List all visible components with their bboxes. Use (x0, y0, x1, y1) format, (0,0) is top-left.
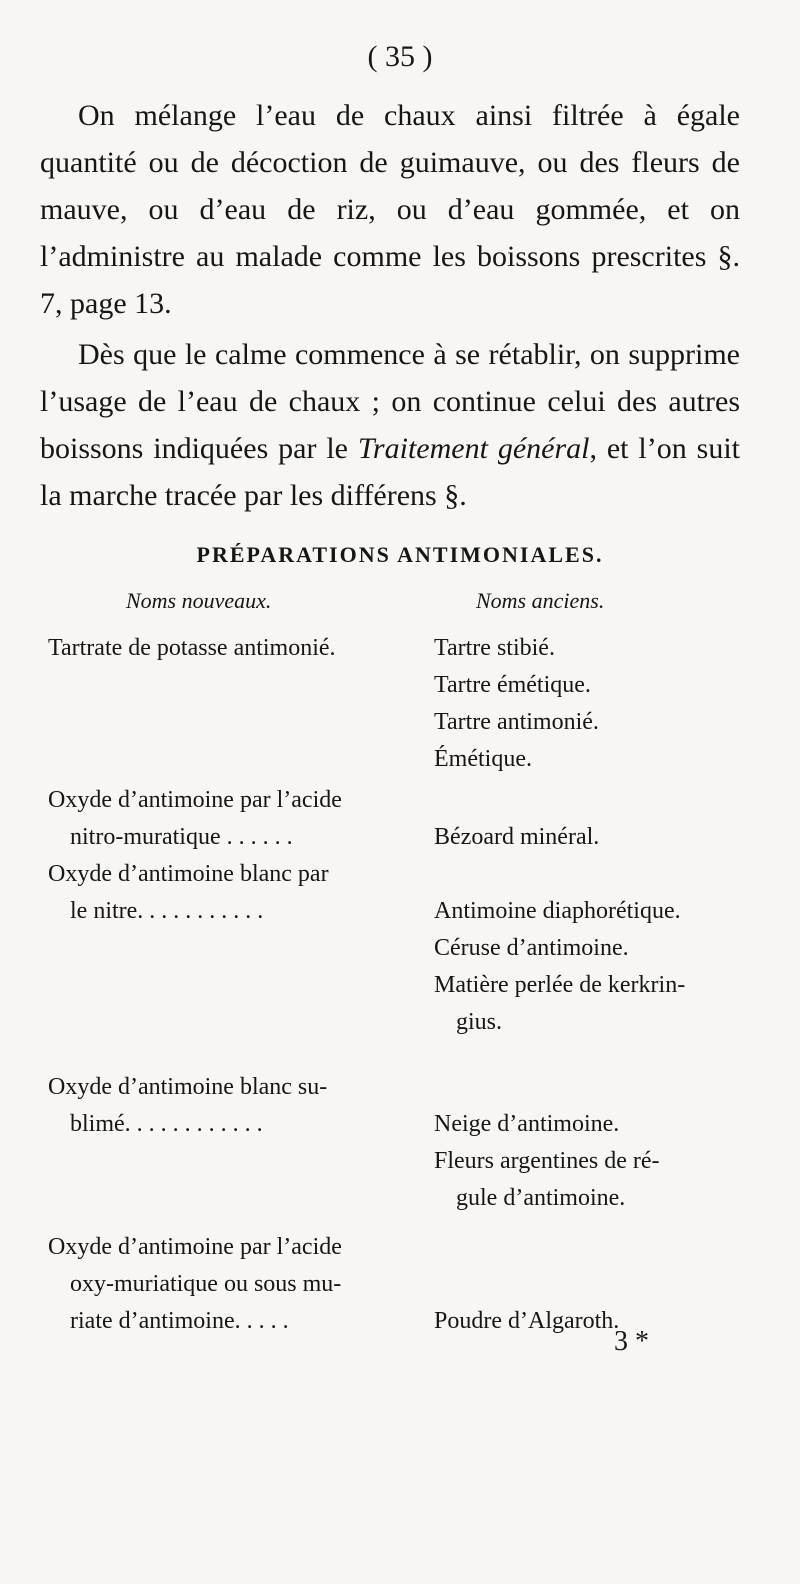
new-name-line: oxy-muriatique ou sous mu- (70, 1271, 342, 1297)
paragraph-2-end: , et l’on suit la marche tracée par les différens §. (40, 432, 740, 512)
new-name (48, 1069, 410, 1143)
old-name-line: Neige d’antimoine. (434, 1111, 620, 1137)
body-text (40, 92, 740, 519)
new-name-line: Oxyde d’antimoine blanc par (48, 861, 329, 887)
new-name-line: Oxyde d’antimoine blanc su- (48, 1074, 328, 1100)
new-name (48, 782, 410, 856)
old-name (434, 630, 774, 778)
new-name (48, 1229, 410, 1340)
old-name-line: Fleurs argentines de ré- (434, 1148, 660, 1174)
old-name-line: Tartre émétique. (434, 672, 591, 698)
printer-signature-mark: 3 * (614, 1326, 649, 1357)
old-name (434, 1106, 774, 1217)
new-name-line: blimé. . . . . . . . . . . . (70, 1111, 263, 1137)
old-name-line: gule d’antimoine. (456, 1185, 626, 1211)
old-name-line: Antimoine diaphorétique. (434, 898, 681, 924)
new-name-line: riate d’antimoine. . . . . (70, 1308, 289, 1334)
section-title: PRÉPARATIONS ANTIMONIALES. (196, 542, 604, 567)
old-name-line: Céruse d’antimoine. (434, 935, 629, 961)
old-name-line: gius. (456, 1009, 503, 1035)
old-name-line: Matière perlée de kerkrin- (434, 972, 686, 998)
paragraph-2 (40, 331, 740, 519)
page-number: ( 35 ) (367, 40, 433, 73)
old-name-line: Bézoard minéral. (434, 824, 600, 850)
paragraph-1: On mélange l’eau de chaux ainsi filtrée à égale quantité ou de décoction de guimauve, ou des fleurs de mauve, ou d’eau de riz, ou d’eau gommée, et on l’administre au malade comme les boissons prescrites §. 7, page 13. (40, 99, 740, 320)
old-name (434, 1303, 774, 1340)
new-name-line: Tartrate de potasse antimonié. (48, 635, 336, 661)
column-header-new-names: Noms nouveaux. (126, 588, 272, 613)
paragraph-2-start: Dès que le calme commence à se rétablir, on supprime l’usage de l’eau de chaux ; on continue celui des autres boissons indiquées par le (40, 338, 740, 465)
new-name-line: Oxyde d’antimoine par l’acide (48, 1234, 342, 1260)
traitement-general-emphasis: Traitement général (357, 432, 590, 465)
old-name (434, 893, 774, 1041)
old-name-line: Émétique. (434, 746, 532, 772)
old-name (434, 819, 774, 856)
old-name-line: Poudre d’Algaroth. (434, 1308, 620, 1334)
new-name-line: Oxyde d’antimoine par l’acide (48, 787, 342, 813)
column-header-old-names: Noms anciens. (476, 588, 605, 613)
new-name-line: nitro-muratique . . . . . . (70, 824, 293, 850)
old-name-line: Tartre stibié. (434, 635, 555, 661)
new-name-line: le nitre. . . . . . . . . . . (70, 898, 264, 924)
old-name-line: Tartre antimonié. (434, 709, 599, 735)
new-name (48, 630, 410, 667)
new-name (48, 856, 410, 930)
